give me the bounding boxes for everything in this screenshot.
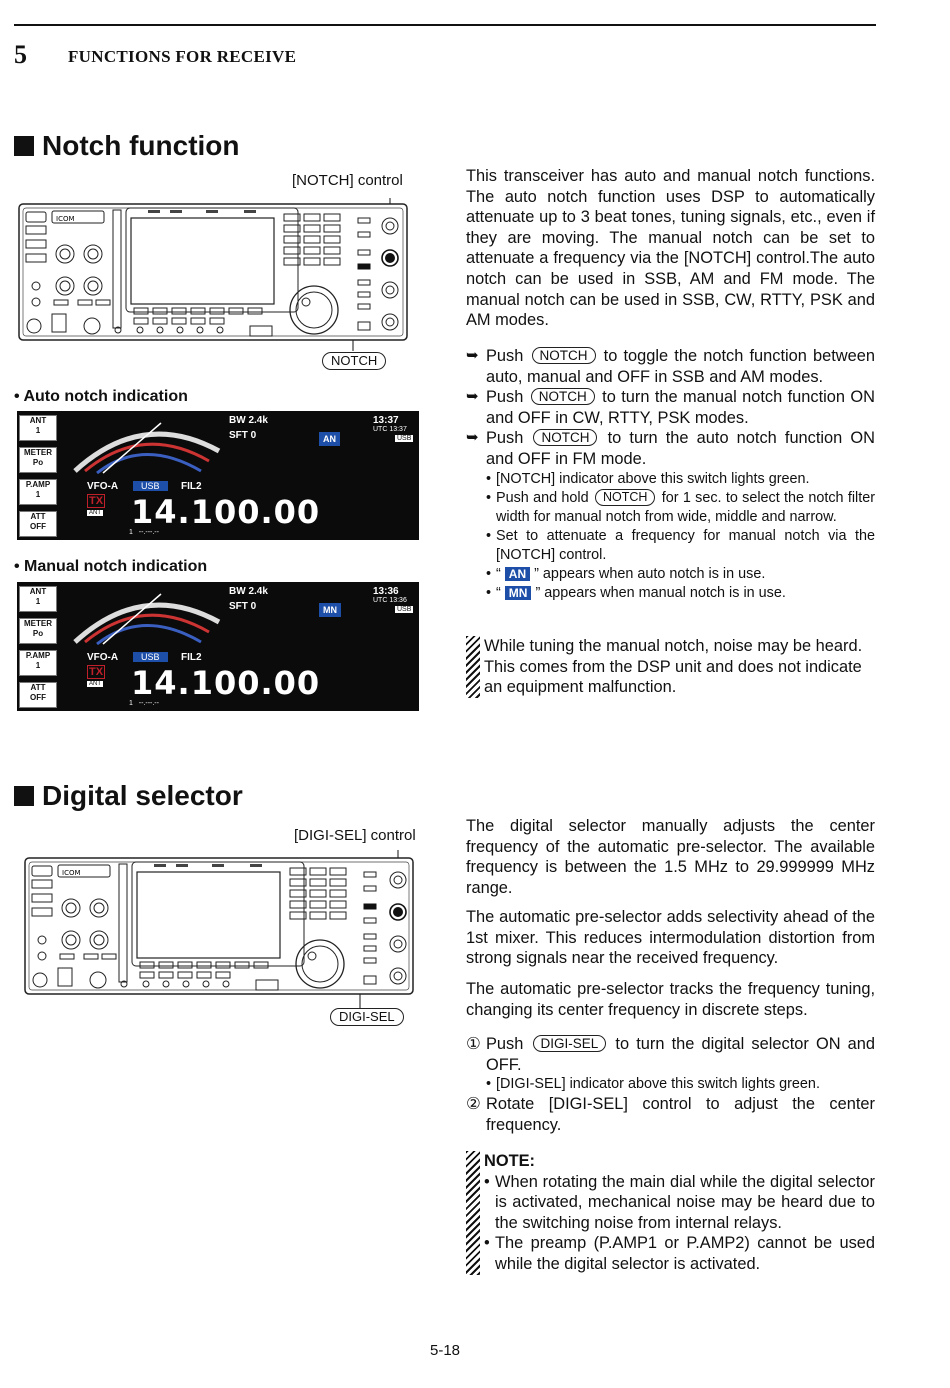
note-title: NOTE: (484, 1152, 535, 1170)
header-rule (14, 24, 876, 26)
notch-step: ➥ Push NOTCH to turn the auto notch function ON and OFF in FM mode. (466, 429, 875, 468)
notch-steps (466, 346, 875, 603)
ant-softkey: ANT 1 (19, 415, 57, 441)
bw-readout: BW 2.4k (229, 586, 268, 597)
radio-front-panel-digisel (24, 850, 416, 1022)
notch-step: ➥ Push NOTCH to toggle the notch function between auto, manual and OFF in SSB and AM modes. (466, 347, 875, 386)
sft-readout: SFT 0 (229, 601, 257, 612)
frequency-readout: 14.100.00 (131, 664, 321, 702)
manual-notch-label: • Manual notch indication (14, 558, 208, 575)
digisel-title-text: Digital selector (42, 780, 243, 811)
digisel-para-3: The automatic pre-selector tracks the frequency tuning, changing its center frequency in discrete steps. (466, 980, 875, 1019)
sft-readout: SFT 0 (229, 430, 257, 441)
svg-text:ICOM: ICOM (62, 869, 81, 877)
caution-hatch-icon (466, 636, 480, 698)
vfo-label: VFO-A (87, 481, 119, 492)
auto-notch-label: • Auto notch indication (14, 388, 188, 405)
mn-indicator: MN (319, 603, 341, 617)
auto-notch-screen (17, 411, 419, 540)
digisel-key: DIGI-SEL (533, 1035, 607, 1052)
section-square-icon (14, 136, 34, 156)
notch-key: NOTCH (595, 489, 655, 506)
mode-chip: USB (397, 435, 412, 442)
notch-section-title (14, 130, 240, 162)
notch-bullet: • “ MN ” appears when manual notch is in use. (486, 584, 786, 601)
note-item: • The preamp (P.AMP1 or P.AMP2) cannot be used while the digital selector is activated. (484, 1234, 875, 1273)
notch-title-text: Notch function (42, 130, 240, 161)
s-meter-graphic (63, 584, 225, 646)
radio-front-panel-notch (18, 196, 410, 376)
digisel-key-callout: DIGI-SEL (330, 1008, 404, 1026)
digisel-para-2: The automatic pre-selector adds selectivity ahead of the 1st mixer. This reduces intermodulation distortion from strong signals near the received frequency. (466, 908, 875, 968)
filter-label: FIL2 (181, 652, 202, 663)
notch-caution (466, 636, 875, 698)
notch-key: NOTCH (531, 388, 595, 405)
tx-indicator: TX (89, 666, 104, 678)
notch-bullet: • “ AN ” appears when auto notch is in use. (486, 565, 766, 582)
section-square-icon (14, 786, 34, 806)
memory-readout: 1 --.---.-- (129, 529, 159, 536)
bw-readout: BW 2.4k (229, 415, 268, 426)
chapter-number: 5 (14, 40, 27, 69)
digisel-step-2: ② Rotate [DIGI-SEL] control to adjust the center frequency. (466, 1095, 875, 1134)
clock-readout: 13:36 (373, 586, 399, 597)
digisel-section-title (14, 780, 243, 812)
notch-key: NOTCH (532, 347, 596, 364)
meter-softkey: METER Po (19, 618, 57, 644)
notch-key-callout: NOTCH (322, 352, 386, 370)
arrow-icon: ➥ (466, 347, 479, 364)
mode-label: USB (133, 481, 168, 491)
manual-notch-screen (17, 582, 419, 711)
pamp-softkey: P.AMP 1 (19, 650, 57, 676)
digisel-step-1: ① Push DIGI-SEL to turn the digital selector ON and OFF. (466, 1035, 876, 1074)
digisel-steps (466, 1034, 875, 1135)
ant-softkey: ANT 1 (19, 586, 57, 612)
tx-indicator: TX (89, 495, 104, 507)
utc-readout: UTC 13:37 (373, 426, 407, 433)
filter-label: FIL2 (181, 481, 202, 492)
notch-bullet: • Push and hold NOTCH for 1 sec. to select the notch filter width for manual notch from wide, middle and narrow. (486, 489, 876, 525)
frequency-readout: 14.100.00 (131, 493, 321, 531)
page-number: 5-18 (430, 1342, 461, 1359)
digisel-para-1: The digital selector manually adjusts the center frequency of the automatic pre-selector. The available frequency is between the 1.5 MHz to 29.999999 MHz range. (466, 817, 875, 897)
digisel-note (466, 1151, 875, 1275)
meter-softkey: METER Po (19, 447, 57, 473)
memory-readout: 1 --.---.-- (129, 700, 159, 707)
notch-bullet: • [NOTCH] indicator above this switch lights green. (486, 470, 810, 487)
ant-small-indicator: ANT (89, 510, 101, 516)
notch-control-callout: [NOTCH] control (292, 172, 403, 189)
mn-badge: MN (505, 586, 532, 600)
mode-label: USB (133, 652, 168, 662)
arrow-icon: ➥ (466, 429, 479, 447)
att-softkey: ATT OFF (19, 511, 57, 537)
an-badge: AN (505, 567, 530, 581)
an-indicator: AN (319, 432, 340, 446)
att-softkey: ATT OFF (19, 682, 57, 708)
pamp-softkey: P.AMP 1 (19, 479, 57, 505)
notch-key: NOTCH (533, 429, 597, 446)
notch-step: ➥ Push NOTCH to turn the manual notch function ON and OFF in CW, RTTY, PSK modes. (466, 388, 875, 427)
note-hatch-icon (466, 1151, 480, 1275)
notch-intro: This transceiver has auto and manual notch functions. The auto notch function uses DSP to automatically attenuate up to 3 beat tones, tuning signals, etc., even if they are moving. The manual notch can be set to attenuate a frequency via the [NOTCH] control.The auto notch can be used in SSB, AM and FM mode. The manual notch can be used in SSB, CW, RTTY, PSK and AM modes. (466, 167, 875, 330)
chapter-title: FUNCTIONS FOR RECEIVE (68, 47, 297, 66)
digisel-bullet: • [DIGI-SEL] indicator above this switch lights green. (486, 1076, 820, 1093)
mode-chip: USB (397, 606, 412, 613)
arrow-icon: ➥ (466, 388, 479, 406)
digisel-control-callout: [DIGI-SEL] control (294, 827, 416, 844)
vfo-label: VFO-A (87, 652, 119, 663)
note-item: • When rotating the main dial while the digital selector is activated, mechanical noise may be heard due to the switching noise from internal relays. (484, 1172, 875, 1232)
utc-readout: UTC 13:36 (373, 597, 407, 604)
svg-text:ICOM: ICOM (56, 215, 75, 223)
clock-readout: 13:37 (373, 415, 399, 426)
ant-small-indicator: ANT (89, 681, 101, 687)
notch-bullet: • Set to attenuate a frequency for manual notch via the [NOTCH] control. (486, 527, 875, 563)
caution-text: While tuning the manual notch, noise may be heard. This comes from the DSP unit and does not indicate an equipment malfunction. (484, 637, 863, 697)
s-meter-graphic (63, 413, 225, 475)
